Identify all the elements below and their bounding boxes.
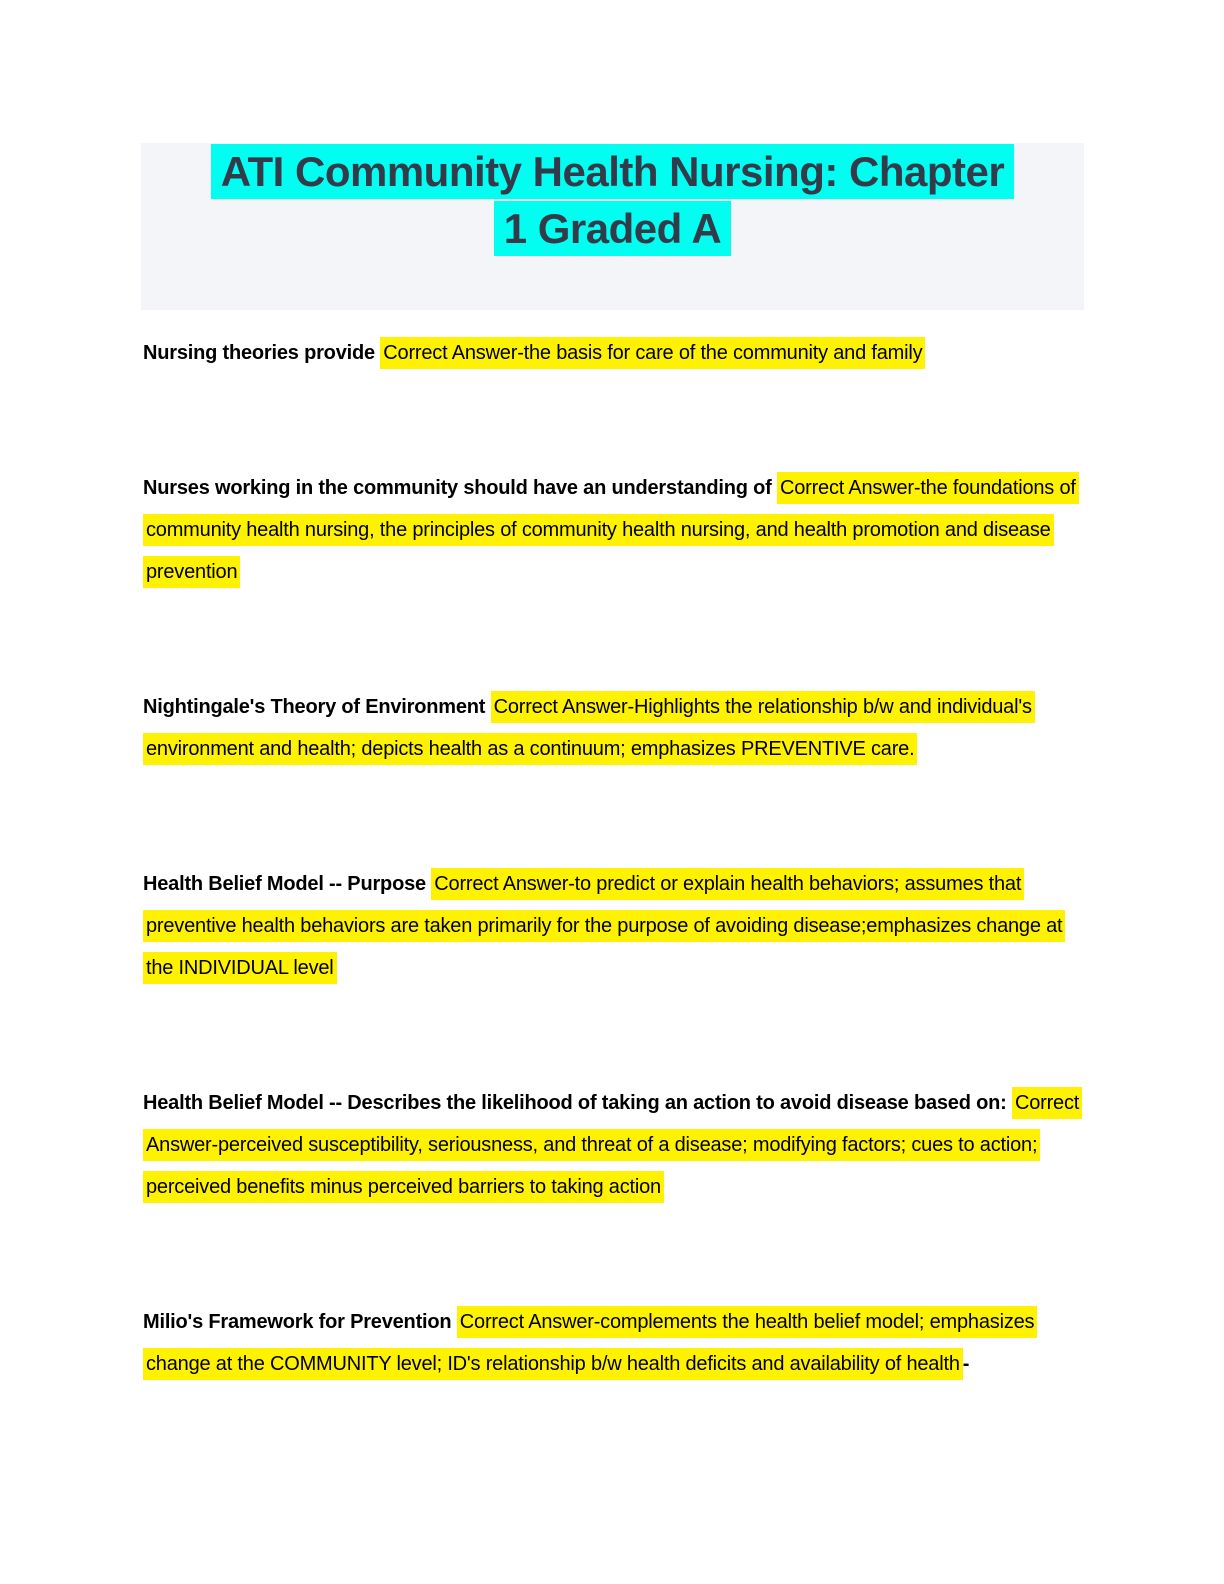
question-text: Nightingale's Theory of Environment — [143, 696, 486, 718]
answer-text: Correct Answer-complements the health belief model; emphasizes change at the COMMUNITY level; ID's relationship b/w health deficits and availability of health — [143, 1306, 1037, 1380]
question-text: Health Belief Model -- Describes the likelihood of taking an action to avoid disease based on: — [143, 1092, 1007, 1114]
page-title-line-1: ATI Community Health Nursing: Chapter — [211, 144, 1014, 199]
qa-item — [143, 467, 1088, 593]
qa-item — [143, 686, 1088, 770]
answer-suffix: - — [962, 1353, 970, 1375]
qa-list — [143, 310, 1088, 1478]
answer-text: Correct Answer-perceived susceptibility, seriousness, and threat of a disease; modifying factors; cues to action; perceived benefits minus perceived barriers to taking action — [143, 1087, 1082, 1203]
answer-text: Correct Answer-to predict or explain health behaviors; assumes that preventive health behaviors are taken primarily for the purpose of avoiding disease;emphasizes change at the INDIVIDUAL level — [143, 868, 1065, 984]
qa-item — [143, 1082, 1088, 1208]
question-text: Nurses working in the community should have an understanding of — [143, 477, 772, 499]
question-text: Nursing theories provide — [143, 342, 375, 364]
answer-text: Correct Answer-the foundations of community health nursing, the principles of community health nursing, and health promotion and disease prevention — [143, 472, 1079, 588]
question-text: Milio's Framework for Prevention — [143, 1311, 452, 1333]
qa-item — [143, 1301, 1088, 1385]
qa-item — [143, 332, 1088, 374]
page-title-line-2: 1 Graded A — [494, 201, 732, 256]
question-text: Health Belief Model -- Purpose — [143, 873, 426, 895]
answer-text: Correct Answer-Highlights the relationship b/w and individual's environment and health; depicts health as a continuum; emphasizes PREVENTIVE care. — [143, 691, 1035, 765]
answer-text: Correct Answer-the basis for care of the community and family — [380, 337, 925, 369]
title-banner — [141, 143, 1084, 310]
qa-item — [143, 863, 1088, 989]
page-title — [141, 143, 1084, 257]
